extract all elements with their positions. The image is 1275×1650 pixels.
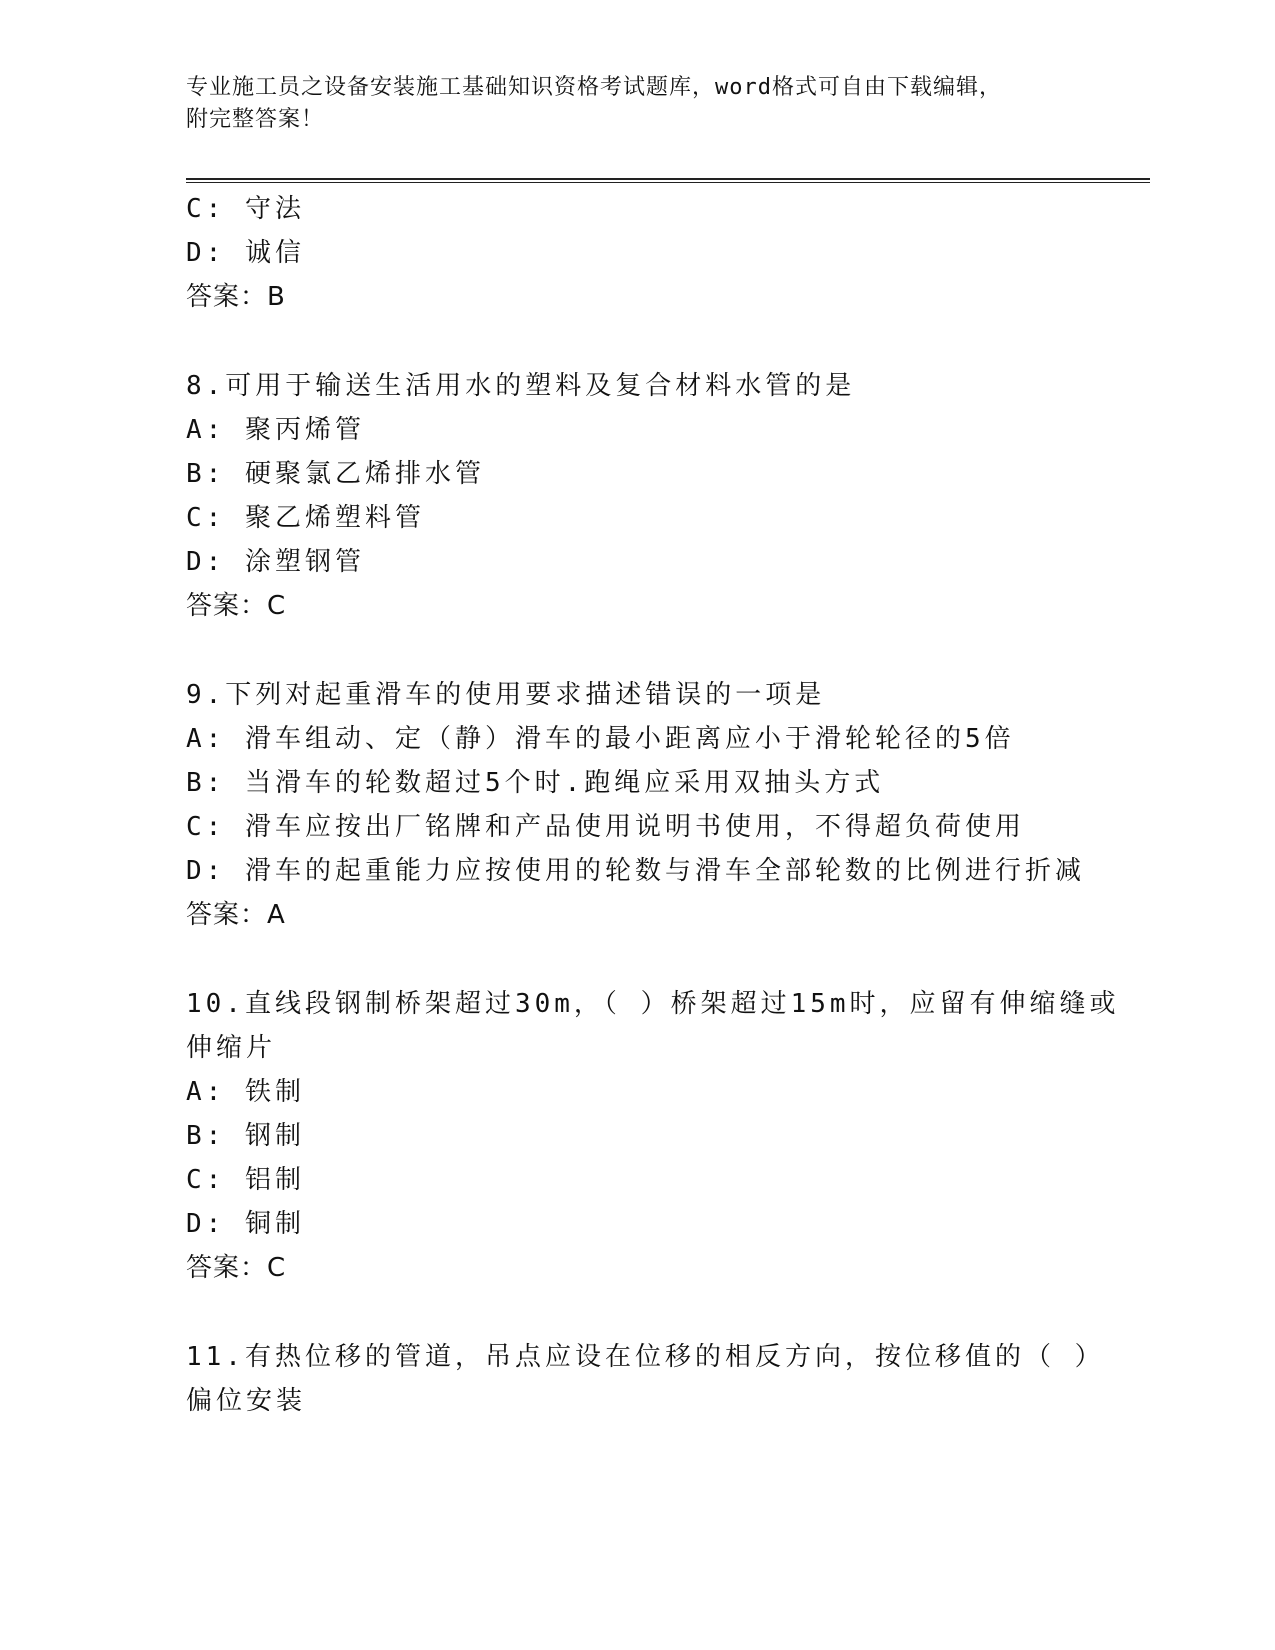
q10-option-c: C: 铝制 xyxy=(186,1165,305,1195)
q8-option-d: D: 涂塑钢管 xyxy=(186,547,365,577)
q10-option-d: D: 铜制 xyxy=(186,1209,305,1239)
header-line-2: 附完整答案！ xyxy=(186,107,325,132)
header-line-1: 专业施工员之设备安装施工基础知识资格考试题库，word格式可自由下载编辑， xyxy=(186,75,1002,100)
q11-stem-line-1: 11.有热位移的管道，吊点应设在位移的相反方向，按位移值的（ ） xyxy=(186,1342,1105,1372)
q11-stem-line-2: 偏位安装 xyxy=(186,1386,307,1416)
document-header xyxy=(186,72,1066,136)
prev-option-d: D: 诚信 xyxy=(186,238,305,268)
header-divider-thin xyxy=(186,182,1150,183)
q9-option-d: D: 滑车的起重能力应按使用的轮数与滑车全部轮数的比例进行折减 xyxy=(186,856,1085,886)
q8-option-c: C: 聚乙烯塑料管 xyxy=(186,503,425,533)
q9-stem: 9.下列对起重滑车的使用要求描述错误的一项是 xyxy=(186,680,826,710)
q9-option-a: A: 滑车组动、定（静）滑车的最小距离应小于滑轮轮径的5倍 xyxy=(186,724,1015,754)
q9-option-c: C: 滑车应按出厂铭牌和产品使用说明书使用，不得超负荷使用 xyxy=(186,812,1025,842)
q10-stem-line-2: 伸缩片 xyxy=(186,1033,277,1063)
q8-option-a: A: 聚丙烯管 xyxy=(186,415,365,445)
q8-answer: 答案：C xyxy=(186,591,287,621)
q8-stem: 8.可用于输送生活用水的塑料及复合材料水管的是 xyxy=(186,371,856,401)
header-divider-thick xyxy=(186,178,1150,180)
q10-option-a: A: 铁制 xyxy=(186,1077,305,1107)
q10-option-b: B: 钢制 xyxy=(186,1121,305,1151)
q9-option-b: B: 当滑车的轮数超过5个时.跑绳应采用双抽头方式 xyxy=(186,768,885,798)
prev-option-c: C: 守法 xyxy=(186,194,305,224)
prev-answer: 答案：B xyxy=(186,282,286,312)
q10-stem-line-1: 10.直线段钢制桥架超过30m，（ ）桥架超过15m时，应留有伸缩缝或 xyxy=(186,989,1120,1019)
q8-option-b: B: 硬聚氯乙烯排水管 xyxy=(186,459,485,489)
q9-answer: 答案：A xyxy=(186,900,286,930)
q10-answer: 答案：C xyxy=(186,1253,287,1283)
